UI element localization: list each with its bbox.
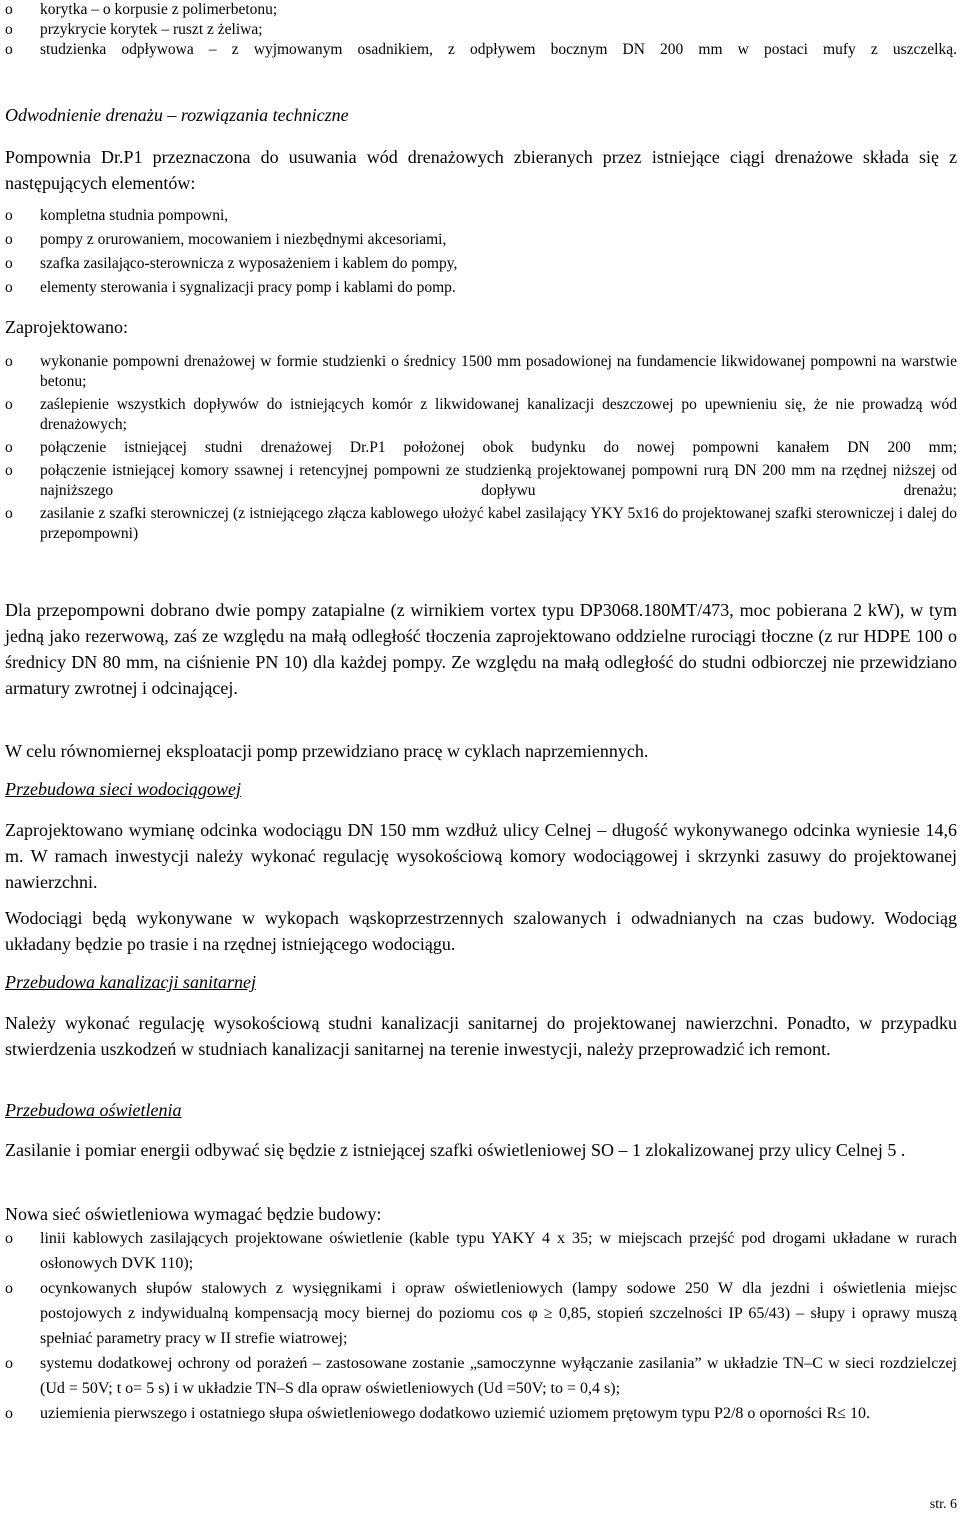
list-item: o systemu dodatkowej ochrony od porażeń – zastosowane zostanie „samoczynne wyłączanie zasilania” w układzie TN–C w sieci rozdzielczej (Ud = 50V; t o= 5 s) i w układzie TN–S dla opraw oświetleniowych (Ud =50V; to = 0,4 s); <box>5 1355 957 1397</box>
heading-lighting: Przebudowa oświetlenia <box>5 1100 182 1120</box>
paragraph-network: Nowa sieć oświetleniowa wymagać będzie budowy: <box>5 1204 382 1224</box>
paragraph-water-2: Wodociągi będą wykonywane w wykopach wąskoprzestrzennych szalowanych i odwadnianych na czas budowy. Wodociąg układany będzie po trasie i na rzędnej istniejącego wodociągu. <box>5 908 957 954</box>
list-item: o uziemienia pierwszego i ostatniego słupa oświetleniowego dodatkowo uziemić uziomem prętowym typu P2/8 o oporności R≤ 10. <box>5 1405 870 1422</box>
paragraph-lighting: Zasilanie i pomiar energii odbywać się będzie z istniejącej szafki oświetleniowej SO – 1 zlokalizowanej przy ulicy Celnej 5 . <box>5 1140 906 1160</box>
paragraph-sewer: Należy wykonać regulację wysokościową studni kanalizacji sanitarnej do projektowanej nawierzchni. Ponadto, w przypadku stwierdzenia uszkodzeń w studniach kanalizacji sanitarnej na terenie inwestycji, należy przeprowadzić ich remont. <box>5 1013 957 1059</box>
list-item: o pompy z orurowaniem, mocowaniem i niezbędnymi akcesoriami, <box>5 231 447 248</box>
list-item: o ocynkowanych słupów stalowych z wysięgnikami i opraw oświetleniowych (lampy sodowe 250 W dla jezdni i oświetlenia miejsc postojowych z indywidualną kompensacją mocy biernej do poziomu cos φ ≥ 0,85, stopień szczelności IP 65/43) – słupy i oprawy muszą spełniać parametry pracy w II strefie wiatrowej; <box>5 1280 957 1347</box>
paragraph-pumps: Dla przepompowni dobrano dwie pompy zatapialne (z wirnikiem vortex typu DP3068.180MT/473, moc pobierana 2 kW), w tym jedną jako rezerwową, zaś ze względu na małą odległość tłoczenia zaprojektowano oddzielne rurociągi tłoczne (z rur HDPE 100 o średnicy DN 80 mm, na ciśnienie PN 10) dla każdej pompy. Ze względu na małą odległość do studni odbiorczej nie przewidziano armatury zwrotnej i odcinającej. <box>5 600 957 698</box>
heading-water-network: Przebudowa sieci wodociągowej <box>5 779 241 799</box>
list-drainage-components <box>5 0 957 60</box>
list-item: o połączenie istniejącej komory ssawnej i retencyjnej pompowni ze studzienką projektowanej pompowni rurą DN 200 mm na rzędnej niższej od najniższego dopływu drenażu; <box>5 462 957 499</box>
list-item: o wykonanie pompowni drenażowej w formie studzienki o średnicy 1500 mm posadowionej na fundamencie likwidowanej pompowni na warstwie betonu; <box>5 353 957 390</box>
list-item: o linii kablowych zasilających projektowane oświetlenie (kable typu YAKY 4 x 35; w miejscach przejść pod drogami układane w rurach osłonowych DVK 110); <box>5 1230 957 1272</box>
list-item: o szafka zasilająco-sterownicza z wyposażeniem i kablem do pompy, <box>5 255 458 272</box>
paragraph-pump-intro: Pompownia Dr.P1 przeznaczona do usuwania wód drenażowych zbieranych przez istniejące ciągi drenażowe składa się z następujących elementów: <box>5 147 957 193</box>
list-item: o zaślepienie wszystkich dopływów do istniejących komór z likwidowanej kanalizacji deszczowej po upewnieniu się, że nie prowadzą wód drenażowych; <box>5 396 957 433</box>
list-item: o kompletna studnia pompowni, <box>5 207 229 224</box>
page-number: str. 6 <box>929 1497 957 1512</box>
list-item: o zasilanie z szafki sterowniczej (z istniejącego złącza kablowego ułożyć kabel zasilający YKY 5x16 do projektowanej szafki sterowniczej i dalej do przepompowni) <box>5 505 957 542</box>
paragraph-alternating: W celu równomiernej eksploatacji pomp przewidziano pracę w cyklach naprzemiennych. <box>5 741 649 761</box>
list-pump-elements <box>5 204 957 300</box>
list-item: o przykrycie korytek – ruszt z żeliwa; <box>5 21 263 38</box>
list-lighting-network <box>5 1226 957 1426</box>
list-item: o elementy sterowania i sygnalizacji pracy pomp i kablami do pomp. <box>5 279 456 296</box>
list-item: o studzienka odpływowa – z wyjmowanym osadnikiem, z odpływem bocznym DN 200 mm w postaci mufy z uszczelką. <box>5 41 957 58</box>
list-item: o połączenie istniejącej studni drenażowej Dr.P1 położonej obok budynku do nowej pompowni kanałem DN 200 mm; <box>5 439 957 456</box>
paragraph-water-1: Zaprojektowano wymianę odcinka wodociągu DN 150 mm wzdłuż ulicy Celnej – długość wykonywanego odcinka wyniesie 14,6 m. W ramach inwestycji należy wykonać regulację wysokościową komory wodociągowej i skrzynki zasuwy do projektowanej nawierzchni. <box>5 820 957 892</box>
heading-sewer: Przebudowa kanalizacji sanitarnej <box>5 972 256 992</box>
heading-drainage: Odwodnienie drenażu – rozwiązania techniczne <box>5 105 349 125</box>
list-designed-works <box>5 352 957 544</box>
list-item: o korytka – o korpusie z polimerbetonu; <box>5 1 278 18</box>
label-zaprojektowano: Zaprojektowano: <box>5 317 128 337</box>
